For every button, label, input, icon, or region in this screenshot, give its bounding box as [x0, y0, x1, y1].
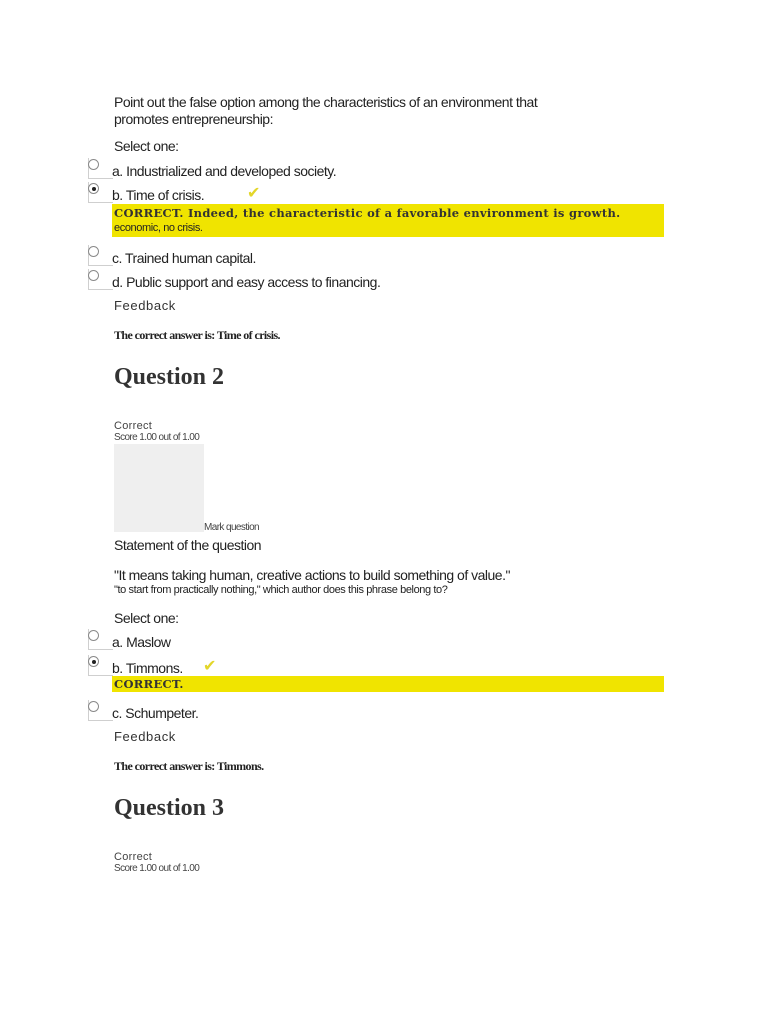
- q1-feedback-main: CORRECT. Indeed, the characteristic of a favorable environment is growth.: [114, 206, 621, 220]
- q2-quote-line2: "to start from practically nothing," which author does this phrase belong to?: [114, 584, 448, 596]
- q2-quote-line1: "It means taking human, creative actions to build something of value.": [114, 567, 510, 583]
- q1-feedback-sub: economic, no crisis.: [114, 222, 203, 234]
- q2-radio-a[interactable]: [88, 629, 113, 650]
- q2-option-b[interactable]: b. Timmons.: [112, 660, 183, 676]
- q2-specific-feedback: [112, 676, 664, 692]
- check-icon: ✔: [203, 658, 217, 675]
- q1-radio-c[interactable]: [88, 245, 113, 266]
- q2-option-a[interactable]: a. Maslow: [112, 634, 171, 650]
- q3-score: Score 1.00 out of 1.00: [114, 863, 200, 874]
- radio-unchecked-icon: [88, 159, 99, 170]
- radio-unchecked-icon: [88, 630, 99, 641]
- q2-radio-b[interactable]: [88, 655, 113, 676]
- radio-checked-icon: [88, 183, 99, 194]
- q1-option-a[interactable]: a. Industrialized and developed society.: [112, 163, 337, 179]
- q3-status: Correct: [114, 851, 153, 863]
- radio-unchecked-icon: [88, 701, 99, 712]
- radio-checked-icon: [88, 656, 99, 667]
- q2-title: Question 2: [114, 364, 225, 390]
- q2-mark-question[interactable]: Mark question: [204, 522, 260, 533]
- q1-option-b[interactable]: b. Time of crisis.: [112, 187, 205, 203]
- q1-radio-b[interactable]: [88, 182, 113, 203]
- q2-status: Correct: [114, 420, 153, 432]
- q2-correct-answer: The correct answer is: Timmons.: [114, 759, 264, 773]
- q1-prompt: [114, 94, 537, 128]
- q1-specific-feedback: [112, 204, 664, 237]
- q1-option-c[interactable]: c. Trained human capital.: [112, 250, 256, 266]
- check-icon: ✔: [247, 185, 261, 202]
- q1-prompt-line1: Point out the false option among the characteristics of an environment that: [114, 94, 538, 110]
- q2-select-one: Select one:: [114, 610, 179, 626]
- q2-feedback-label: Feedback: [114, 729, 176, 744]
- q1-radio-a[interactable]: [88, 158, 113, 179]
- q2-radio-c[interactable]: [88, 700, 113, 721]
- q1-radio-d[interactable]: [88, 269, 113, 290]
- q1-select-one: Select one:: [114, 138, 179, 154]
- q2-statement-label: Statement of the question: [114, 537, 262, 553]
- q2-feedback-main: CORRECT.: [114, 677, 184, 691]
- q2-option-c[interactable]: c. Schumpeter.: [112, 705, 199, 721]
- radio-unchecked-icon: [88, 246, 99, 257]
- q1-feedback-label: Feedback: [114, 298, 176, 313]
- q3-title: Question 3: [114, 795, 225, 821]
- radio-unchecked-icon: [88, 270, 99, 281]
- q1-option-d[interactable]: d. Public support and easy access to financing.: [112, 274, 381, 290]
- q1-prompt-line2: promotes entrepreneurship:: [114, 111, 273, 127]
- q2-score: Score 1.00 out of 1.00: [114, 432, 200, 443]
- q2-flag-image[interactable]: [114, 444, 204, 532]
- q1-correct-answer: The correct answer is: Time of crisis.: [114, 328, 280, 342]
